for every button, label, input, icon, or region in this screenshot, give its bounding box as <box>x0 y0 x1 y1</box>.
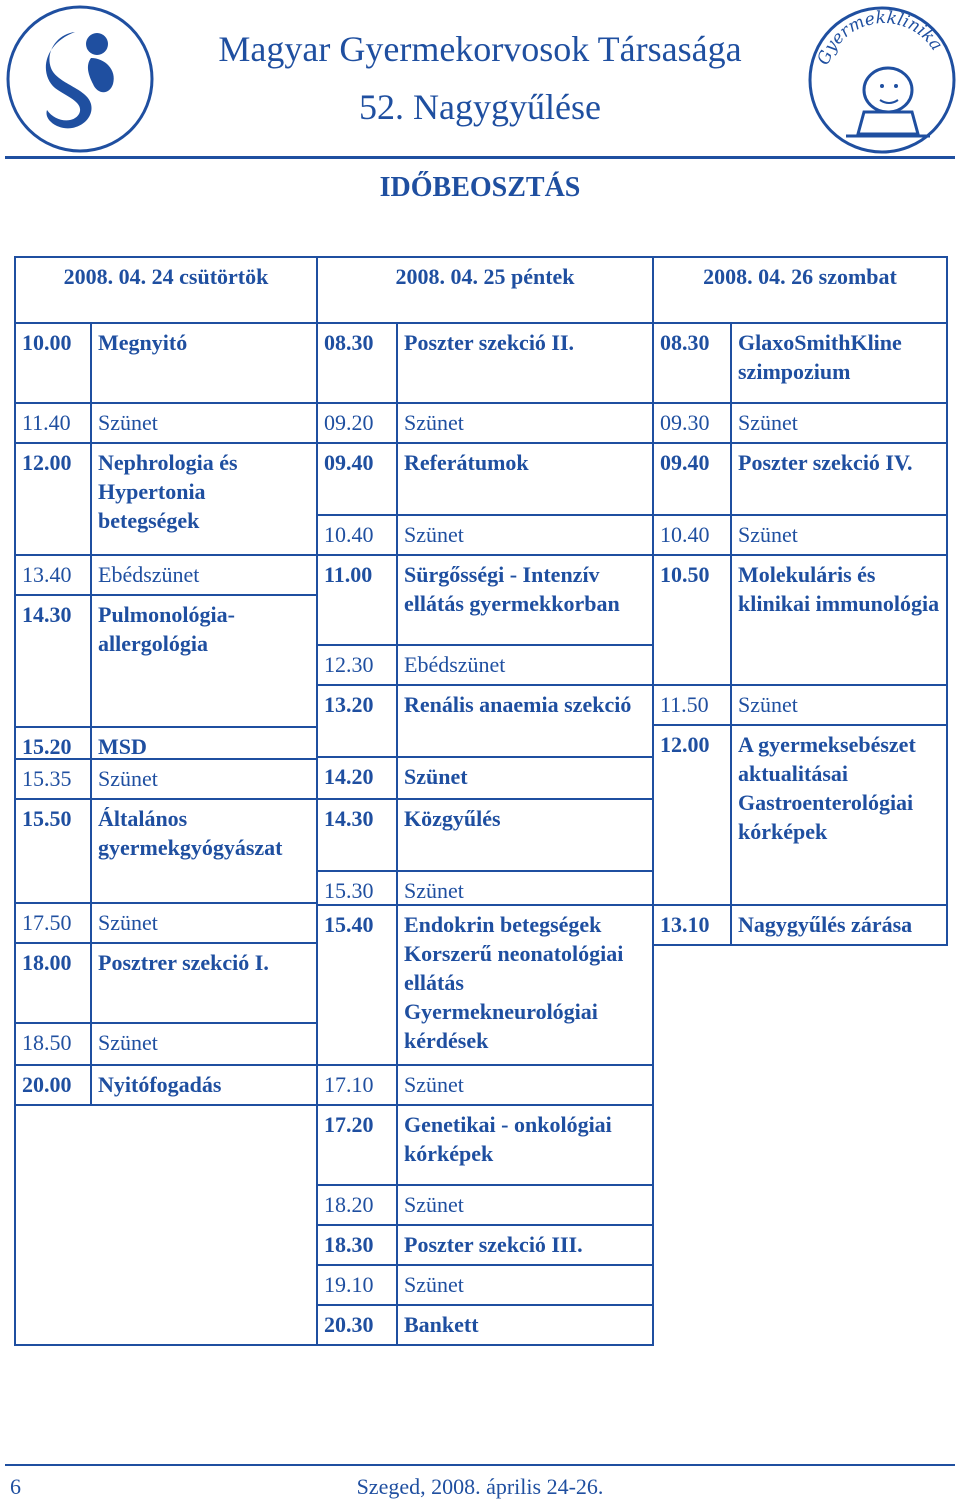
day3-event: A gyermeksebészet aktualitásai Gastroenterológiai kórképek <box>730 724 948 906</box>
day3-event: Szünet <box>730 514 948 556</box>
day3-time: 10.40 <box>652 514 732 556</box>
day3-time: 09.30 <box>652 402 732 444</box>
footer-text: Szeged, 2008. április 24-26. <box>356 1474 604 1499</box>
day1-time: 15.35 <box>14 758 92 800</box>
day2-time: 12.30 <box>316 644 398 686</box>
day1-time: 18.00 <box>14 942 92 1024</box>
day2-time: 19.10 <box>316 1264 398 1306</box>
day1-event: Megnyitó <box>90 322 318 404</box>
day1-event: Posztrer szekció I. <box>90 942 318 1024</box>
day2-time: 18.30 <box>316 1224 398 1266</box>
day2-time: 20.30 <box>316 1304 398 1346</box>
day2-event: Poszter szekció II. <box>396 322 654 404</box>
day3-event: GlaxoSmithKline szimpozium <box>730 322 948 404</box>
day1-event: Szünet <box>90 1022 318 1066</box>
day2-time: 11.00 <box>316 554 398 646</box>
day3-event: Szünet <box>730 402 948 444</box>
day2-event: Sürgősségi - Intenzív ellátás gyermekkorban <box>396 554 654 646</box>
day2-time: 18.20 <box>316 1184 398 1226</box>
day1-event: MSD <box>90 726 318 760</box>
day2-event: Közgyűlés <box>396 798 654 872</box>
day2-event: Poszter szekció III. <box>396 1224 654 1266</box>
day1-event: Általános gyermekgyógyászat <box>90 798 318 904</box>
title-line-2: 52. Nagygyűlése <box>359 87 601 127</box>
day1-time: 15.50 <box>14 798 92 904</box>
day-header-2: 2008. 04. 25 péntek <box>316 256 654 324</box>
day2-time: 09.40 <box>316 442 398 516</box>
day1-empty-area <box>14 1104 318 1346</box>
day1-event: Nephrologia és Hypertonia betegségek <box>90 442 318 556</box>
day2-event: Bankett <box>396 1304 654 1346</box>
day3-event: Poszter szekció IV. <box>730 442 948 516</box>
title-line-1: Magyar Gyermekorvosok Társasága <box>218 29 742 69</box>
day2-time: 15.30 <box>316 870 398 906</box>
day1-event: Szünet <box>90 402 318 444</box>
day2-event: Szünet <box>396 870 654 906</box>
day3-time: 13.10 <box>652 904 732 946</box>
day2-time: 14.20 <box>316 756 398 800</box>
day2-time: 08.30 <box>316 322 398 404</box>
day2-time: 13.20 <box>316 684 398 758</box>
svg-text:Gyermekklinika: Gyermekklinika <box>813 7 947 68</box>
day1-time: 13.40 <box>14 554 92 596</box>
day3-time: 10.50 <box>652 554 732 686</box>
day1-time: 18.50 <box>14 1022 92 1066</box>
day2-time: 10.40 <box>316 514 398 556</box>
day3-time: 11.50 <box>652 684 732 726</box>
day3-time: 12.00 <box>652 724 732 906</box>
day1-event: Szünet <box>90 758 318 800</box>
day1-time: 10.00 <box>14 322 92 404</box>
day-header-1: 2008. 04. 24 csütörtök <box>14 256 318 324</box>
day1-time: 15.20 <box>14 726 92 760</box>
day2-event: Genetikai - onkológiai kórképek <box>396 1104 654 1186</box>
day-header-3: 2008. 04. 26 szombat <box>652 256 948 324</box>
day1-event: Nyitófogadás <box>90 1064 318 1106</box>
day2-event: Ebédszünet <box>396 644 654 686</box>
day1-time: 14.30 <box>14 594 92 728</box>
day2-time: 17.10 <box>316 1064 398 1106</box>
day1-time: 20.00 <box>14 1064 92 1106</box>
day2-time: 17.20 <box>316 1104 398 1186</box>
page-number: 6 <box>10 1474 21 1499</box>
day1-time: 12.00 <box>14 442 92 556</box>
schedule-heading: IDŐBEOSZTÁS <box>379 172 581 203</box>
day3-time: 08.30 <box>652 322 732 404</box>
day2-time: 14.30 <box>316 798 398 872</box>
day1-event: Ebédszünet <box>90 554 318 596</box>
day2-time: 15.40 <box>316 904 398 1066</box>
day2-event: Szünet <box>396 756 654 800</box>
day2-event: Szünet <box>396 1064 654 1106</box>
day1-time: 17.50 <box>14 902 92 944</box>
footer-rule <box>5 1464 955 1466</box>
day1-time: 11.40 <box>14 402 92 444</box>
day2-event: Endokrin betegségek Korszerű neonatológiai ellátás Gyermekneurológiai kérdések <box>396 904 654 1066</box>
day2-event: Szünet <box>396 1184 654 1226</box>
day1-event: Szünet <box>90 902 318 944</box>
day3-event: Nagygyűlés zárása <box>730 904 948 946</box>
day3-event: Molekuláris és klinikai immunológia <box>730 554 948 686</box>
day2-event: Szünet <box>396 514 654 556</box>
day3-time: 09.40 <box>652 442 732 516</box>
day2-event: Renális anaemia szekció <box>396 684 654 758</box>
day1-event: Pulmonológia-allergológia <box>90 594 318 728</box>
day3-event: Szünet <box>730 684 948 726</box>
day2-event: Szünet <box>396 1264 654 1306</box>
day2-event: Referátumok <box>396 442 654 516</box>
day2-time: 09.20 <box>316 402 398 444</box>
day2-event: Szünet <box>396 402 654 444</box>
